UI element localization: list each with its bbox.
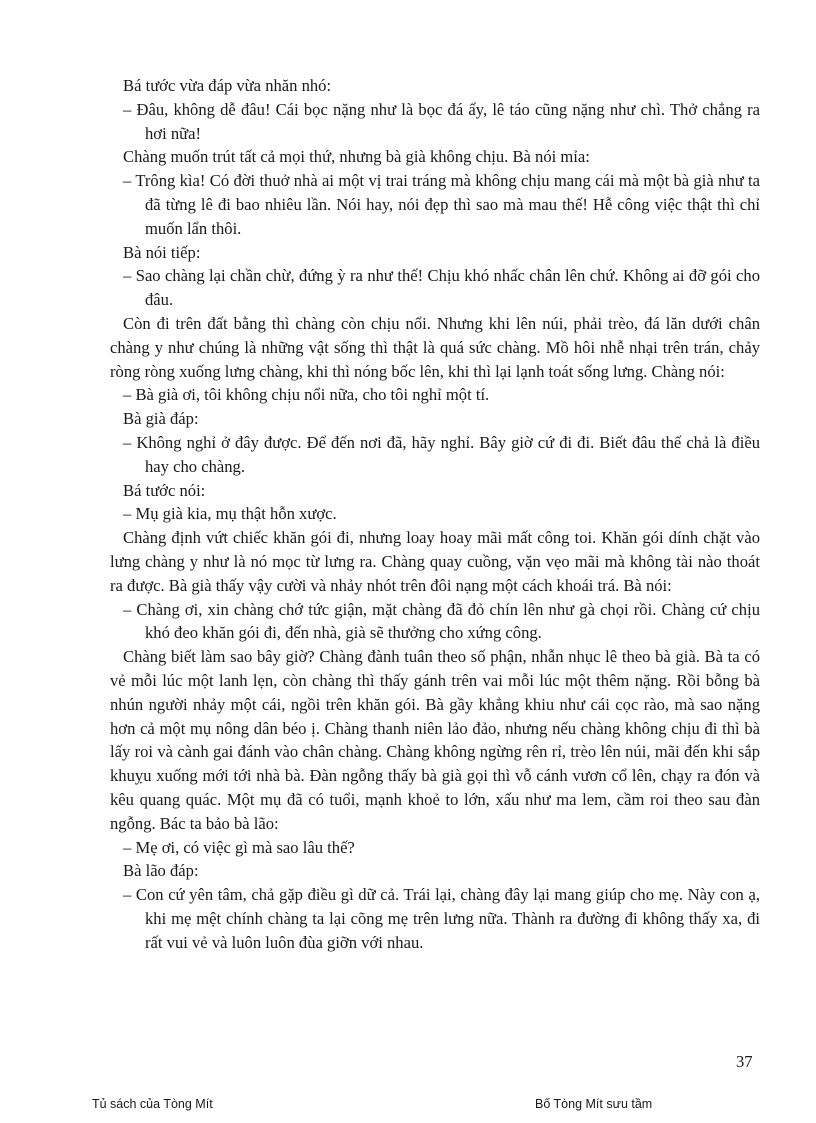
dialogue-line: – Mụ già kia, mụ thật hỗn xược. — [123, 504, 337, 524]
dialogue-line: – Chàng ơi, xin chàng chớ tức giận, mặt chàng đã đỏ chín lên như gà chọi rồi. Chàng cứ chịu khó đeo khăn gói đi, đến nhà, già sẽ thưởng cho xứng công. — [123, 599, 760, 643]
narration-line: Bá tước nói: — [123, 480, 206, 500]
dialogue-line: – Trông kìa! Có đời thuở nhà ai một vị trai tráng mà không chịu mang cái mà một bà già như ta đã từng lê đi bao nhiêu lần. Nói hay, nói đẹp thì sao mà mau thế! Hễ công việc thật thì chỉ muốn lẩn thôi. — [123, 171, 760, 238]
dialogue-line: – Không nghỉ ở đây được. Để đến nơi đã, hãy nghỉ. Bây giờ cứ đi đi. Biết đâu thế chả là điều hay cho chàng. — [123, 432, 760, 476]
footer-left: Tủ sách của Tòng Mít — [92, 1097, 213, 1111]
narration-paragraph: Còn đi trên đất bằng thì chàng còn chịu nổi. Nhưng khi lên núi, phải trèo, đá lăn dưới chân chàng y như chúng là những vật sống thì thật là quá sức chàng. Mồ hôi nhễ nhại trên trán, chảy ròng ròng xuống lưng chàng, khi thì nóng bốc lên, khi thì lại lạnh toát sống lưng. Chàng nói: — [110, 313, 760, 381]
narration-line: Bá tước vừa đáp vừa nhăn nhó: — [123, 76, 332, 95]
dialogue-line: – Sao chàng lại chần chừ, đứng ỳ ra như thế! Chịu khó nhấc chân lên chứ. Không ai đỡ gói cho đâu. — [123, 266, 760, 310]
narration-line: Bà lão đáp: — [123, 861, 199, 881]
page-body — [110, 74, 760, 954]
dialogue-line: – Đâu, không dễ đâu! Cái bọc nặng như là bọc đá ấy, lê táo cũng nặng như chì. Thở chẳng ra hơi nữa! — [123, 99, 760, 143]
dialogue-line: – Bà già ơi, tôi không chịu nổi nữa, cho tôi nghỉ một tí. — [123, 385, 490, 405]
footer-right: Bố Tòng Mít sưu tầm — [535, 1097, 653, 1111]
page-number: 37 — [736, 1052, 753, 1071]
narration-paragraph: Chàng biết làm sao bây giờ? Chàng đành tuân theo số phận, nhẫn nhục lê theo bà già. Bà ta có vẻ mỗi lúc một lanh lẹn, còn chàng thì thấy gánh trên vai mỗi lúc một thêm nặng. Rồi bỗng bà nhún người nhảy một cái, ngồi trên khăn gói. Bà gầy khẳng khiu như cái cọc rào, mà sao nặng hơn cả một mụ nông dân béo ị. Chàng thanh niên lảo đảo, nhưng nếu chàng không chịu đi thì bà lấy roi và cành gai đánh vào chân chàng. Chàng không ngừng rên rỉ, trèo lên núi, mãi đến khi sắp khuỵu xuống mới tới nhà bà. Đàn ngỗng thấy bà già gọi thì vỗ cánh vươn cổ lên, chạy ra đón và kêu quang quác. Một mụ đã có tuổi, mạnh khoẻ to lớn, xấu như ma lem, cầm roi theo sau đàn ngỗng. Bác ta bảo bà lão: — [110, 647, 760, 833]
narration-line: Chàng muốn trút tất cả mọi thứ, nhưng bà già không chịu. Bà nói mỉa: — [123, 147, 590, 167]
narration-paragraph: Chàng định vứt chiếc khăn gói đi, nhưng loay hoay mãi mất công toi. Khăn gói dính chặt vào lưng chàng y như là nó mọc từ lưng ra. Chàng quay cuồng, vặn vẹo mãi mà không tài nào thoát ra được. Bà già thấy vậy cười và nhảy nhót trên đôi nạng một cách khoái trá. Bà nói: — [110, 528, 760, 595]
dialogue-line: – Mẹ ơi, có việc gì mà sao lâu thế? — [123, 837, 355, 857]
narration-line: Bà già đáp: — [123, 409, 199, 429]
dialogue-line: – Con cứ yên tâm, chả gặp điều gì dữ cả. Trái lại, chàng đây lại mang giúp cho mẹ. Này con ạ, khi mẹ mệt chính chàng ta lại cõng mẹ trên lưng nữa. Thành ra đường đi không thấy xa, đi rất vui vẻ và luôn luôn đùa giỡn với nhau. — [123, 885, 760, 952]
narration-line: Bà nói tiếp: — [123, 242, 201, 262]
